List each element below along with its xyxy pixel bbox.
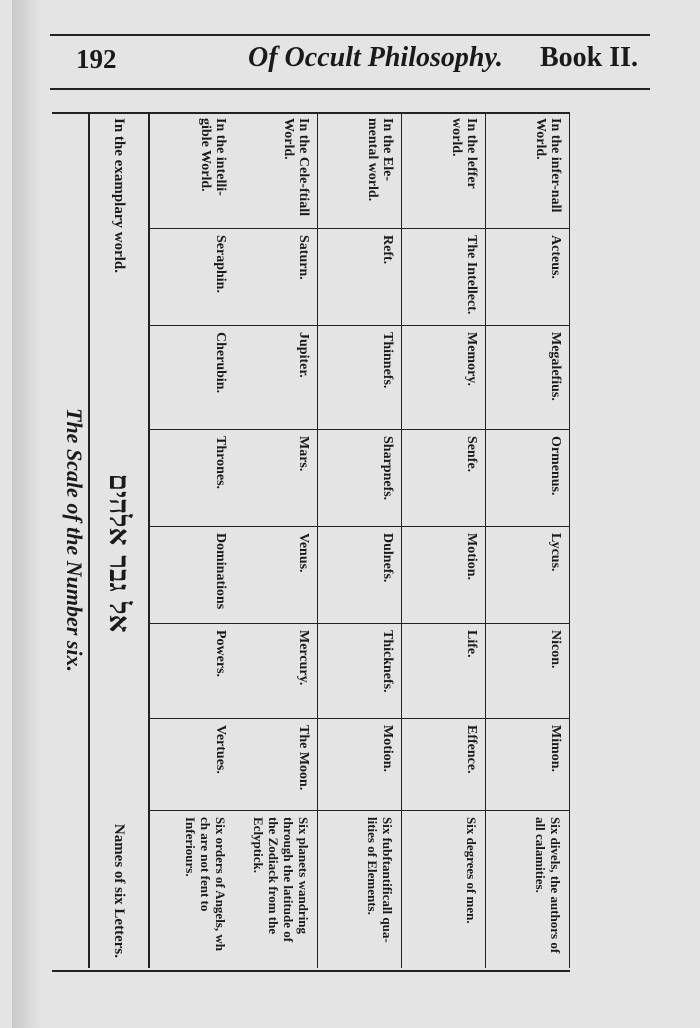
table-cell: Acteus. bbox=[485, 228, 569, 325]
table-cell: Vertues. bbox=[150, 718, 234, 810]
table-cell: Nicon. bbox=[485, 623, 569, 718]
table-cell: Reft. bbox=[317, 228, 401, 325]
table-cell: Senfe. bbox=[401, 429, 485, 526]
scale-title: The Scale of the Number six. bbox=[62, 408, 87, 672]
row-description: Six planets wandring through the latitude of the Zodiack from the Eclyptick. bbox=[233, 810, 317, 968]
page-gutter-shadow bbox=[12, 0, 42, 1028]
table-cell: Thinnefs. bbox=[317, 325, 401, 429]
table-cell: The Moon. bbox=[233, 718, 317, 810]
table-row bbox=[317, 112, 402, 968]
table-cell: Motion. bbox=[317, 718, 401, 810]
row-description: Six degrees of men. bbox=[401, 810, 485, 968]
row-heading: In the infer-nall World. bbox=[533, 118, 563, 213]
table-row bbox=[485, 112, 570, 968]
table-cell: Thrones. bbox=[150, 429, 234, 526]
scale-table-area bbox=[50, 112, 570, 970]
running-title: Of Occult Philosophy. bbox=[248, 42, 503, 73]
table-cell: Seraphin. bbox=[150, 228, 234, 325]
row-description: Six fubftantificall qua-lities of Elements. bbox=[317, 810, 401, 968]
table-row bbox=[150, 112, 234, 968]
table-cell: Megalefius. bbox=[485, 325, 569, 429]
examplary-world-label: In the examplary world. bbox=[111, 118, 128, 273]
row-heading: In the Ele-mental world. bbox=[365, 118, 395, 202]
table-cell: Mars. bbox=[233, 429, 317, 526]
row-heading: In the intelli-gible World. bbox=[198, 118, 228, 196]
table-cell: Mimon. bbox=[485, 718, 569, 810]
table-cell: Effence. bbox=[401, 718, 485, 810]
table-cell: Memory. bbox=[401, 325, 485, 429]
row-description: Six divels, the authors of all calamities. bbox=[485, 810, 569, 968]
table-cell: Saturn. bbox=[233, 228, 317, 325]
hebrew-divine-names: אל גבר אלהים bbox=[103, 473, 136, 633]
scale-table bbox=[50, 112, 570, 970]
table-row bbox=[233, 112, 318, 968]
table-cell: Thicknefs. bbox=[317, 623, 401, 718]
row-description: Six orders of Angels, wh ch are not fent to Inferiours. bbox=[150, 810, 234, 968]
scale-grid bbox=[150, 112, 570, 968]
header-rule-bottom bbox=[50, 88, 650, 90]
table-row bbox=[401, 112, 486, 968]
table-cell: Cherubin. bbox=[150, 325, 234, 429]
table-cell: Jupiter. bbox=[233, 325, 317, 429]
table-cell: Motion. bbox=[401, 526, 485, 623]
table-cell: Lycus. bbox=[485, 526, 569, 623]
six-letters-label: Names of six Letters. bbox=[111, 823, 128, 958]
page-number: 192 bbox=[76, 44, 117, 74]
header-rule-top bbox=[50, 34, 650, 36]
table-cell: Powers. bbox=[150, 623, 234, 718]
book-label: Book II. bbox=[540, 42, 639, 73]
row-heading: In the Cele-ftiall World. bbox=[281, 118, 311, 216]
table-cell: Sharpnefs. bbox=[317, 429, 401, 526]
names-header-row bbox=[88, 112, 150, 968]
table-cell: Ormenus. bbox=[485, 429, 569, 526]
table-cell: Venus. bbox=[233, 526, 317, 623]
table-cell: Dulnefs. bbox=[317, 526, 401, 623]
table-cell: Life. bbox=[401, 623, 485, 718]
table-cell: Dominations bbox=[150, 526, 234, 623]
table-cell: The Intellect. bbox=[401, 228, 485, 325]
row-heading: In the leffer world. bbox=[449, 118, 479, 189]
table-cell: Mercury. bbox=[233, 623, 317, 718]
